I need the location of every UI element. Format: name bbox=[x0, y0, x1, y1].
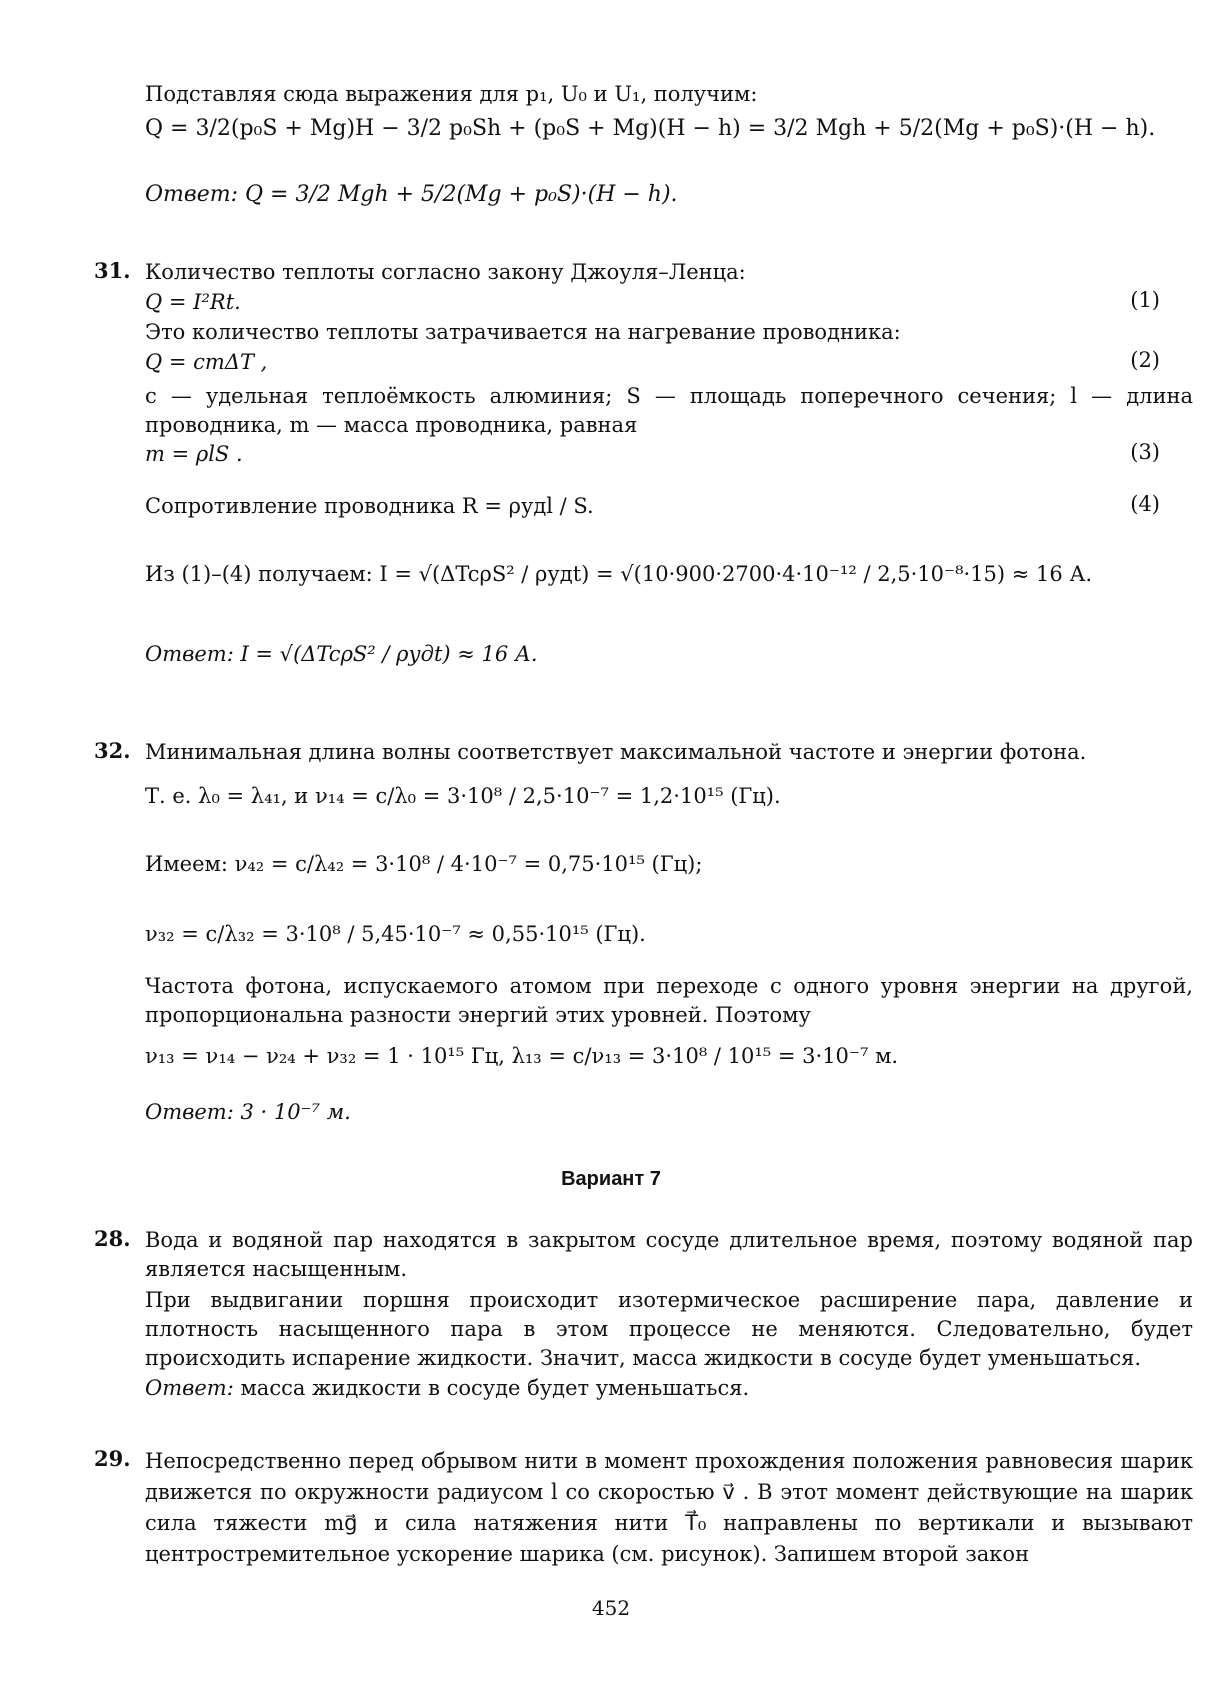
intro-answer-text: Ответ: Q = 3/2 Mgh + 5/2(Mg + p₀S)·(H − h). bbox=[145, 182, 678, 207]
p31-eq4-label: (4) bbox=[1130, 492, 1160, 516]
p28-answer bbox=[145, 1374, 749, 1403]
p32-answer: Ответ: 3 · 10⁻⁷ м. bbox=[145, 1100, 351, 1124]
p28-answer-text: масса жидкости в сосуде будет уменьшаться. bbox=[240, 1376, 750, 1400]
p28-line2: При выдвигании поршня происходит изотермическое расширение пара, давление и плотность насыщенного пара в этом процессе не меняются. Следовательно, будет происходить испарение жидкости. Значит, масса жидкости в сосуде будет уменьшаться. bbox=[145, 1288, 1193, 1370]
problem-31-number: 31. bbox=[94, 258, 131, 283]
p31-line1: Количество теплоты согласно закону Джоуля–Ленца: bbox=[145, 260, 746, 284]
problem-29-number: 29. bbox=[94, 1446, 131, 1471]
p31-line5: Из (1)–(4) получаем: I = √(ΔTcρS² / ρудt) = √(10·900·2700·4·10⁻¹² / 2,5·10⁻⁸·15) ≈ 16 А. bbox=[145, 562, 1093, 586]
intro-text: Подставляя сюда выражения для p₁, U₀ и U₁, получим: bbox=[145, 82, 758, 106]
intro-line bbox=[145, 80, 757, 109]
p31-formula2: Q = cmΔT , bbox=[145, 350, 268, 374]
p31-line3: c — удельная теплоёмкость алюминия; S — площадь поперечного сечения; l — длина проводника, m — масса проводника, равная bbox=[145, 384, 1193, 437]
p28-answer-label: Ответ: bbox=[145, 1376, 234, 1400]
p32-line5: Частота фотона, испускаемого атомом при переходе с одного уровня энергии на другой, пропорциональна разности энергий этих уровней. Поэтому bbox=[145, 974, 1193, 1027]
p28-line1: Вода и водяной пар находятся в закрытом сосуде длительное время, поэтому водяной пар является насыщенным. bbox=[145, 1228, 1193, 1281]
p31-line2: Это количество теплоты затрачивается на нагревание проводника: bbox=[145, 320, 901, 344]
intro-formula-text: Q = 3/2(p₀S + Mg)H − 3/2 p₀Sh + (p₀S + Mg)(H − h) = 3/2 Mgh + 5/2(Mg + p₀S)·(H − h). bbox=[145, 116, 1156, 141]
p32-line4: ν₃₂ = c/λ₃₂ = 3·10⁸ / 5,45·10⁻⁷ ≈ 0,55·10¹⁵ (Гц). bbox=[145, 922, 646, 946]
problem-32-number: 32. bbox=[94, 738, 131, 763]
p31-formula1: Q = I²Rt. bbox=[145, 290, 241, 314]
p31-eq2-label: (2) bbox=[1130, 348, 1160, 372]
p29-text: Непосредственно перед обрывом нити в момент прохождения положения равновесия шарик движется по окружности радиусом l со скоростью v⃗ . В этот момент действующие на шарик сила тяжести mg⃗ и сила натяжения нити T⃗₀ направлены по вертикали и вызывают центростремительное ускорение шарика (см. рисунок). Запишем второй закон bbox=[145, 1449, 1193, 1566]
p31-line4: Сопротивление проводника R = ρудl / S. bbox=[145, 494, 594, 518]
variant-heading: Вариант 7 bbox=[561, 1168, 661, 1190]
p31-formula3: m = ρlS . bbox=[145, 442, 243, 466]
p32-line2: Т. е. λ₀ = λ₄₁, и ν₁₄ = c/λ₀ = 3·10⁸ / 2,5·10⁻⁷ = 1,2·10¹⁵ (Гц). bbox=[145, 784, 781, 808]
intro-answer bbox=[145, 180, 678, 209]
page-number: 452 bbox=[591, 1596, 631, 1620]
p32-line1: Минимальная длина волны соответствует максимальной частоте и энергии фотона. bbox=[145, 740, 1087, 764]
p32-line3: Имеем: ν₄₂ = c/λ₄₂ = 3·10⁸ / 4·10⁻⁷ = 0,75·10¹⁵ (Гц); bbox=[145, 852, 703, 876]
p32-line6: ν₁₃ = ν₁₄ − ν₂₄ + ν₃₂ = 1 · 10¹⁵ Гц, λ₁₃ = c/ν₁₃ = 3·10⁸ / 10¹⁵ = 3·10⁻⁷ м. bbox=[145, 1044, 899, 1068]
p31-answer: Ответ: I = √(ΔTcρS² / ρудt) ≈ 16 А. bbox=[145, 642, 538, 666]
problem-28-number: 28. bbox=[94, 1226, 131, 1251]
p31-eq3-label: (3) bbox=[1130, 440, 1160, 464]
p31-eq1-label: (1) bbox=[1130, 288, 1160, 312]
intro-formula bbox=[145, 114, 1155, 143]
